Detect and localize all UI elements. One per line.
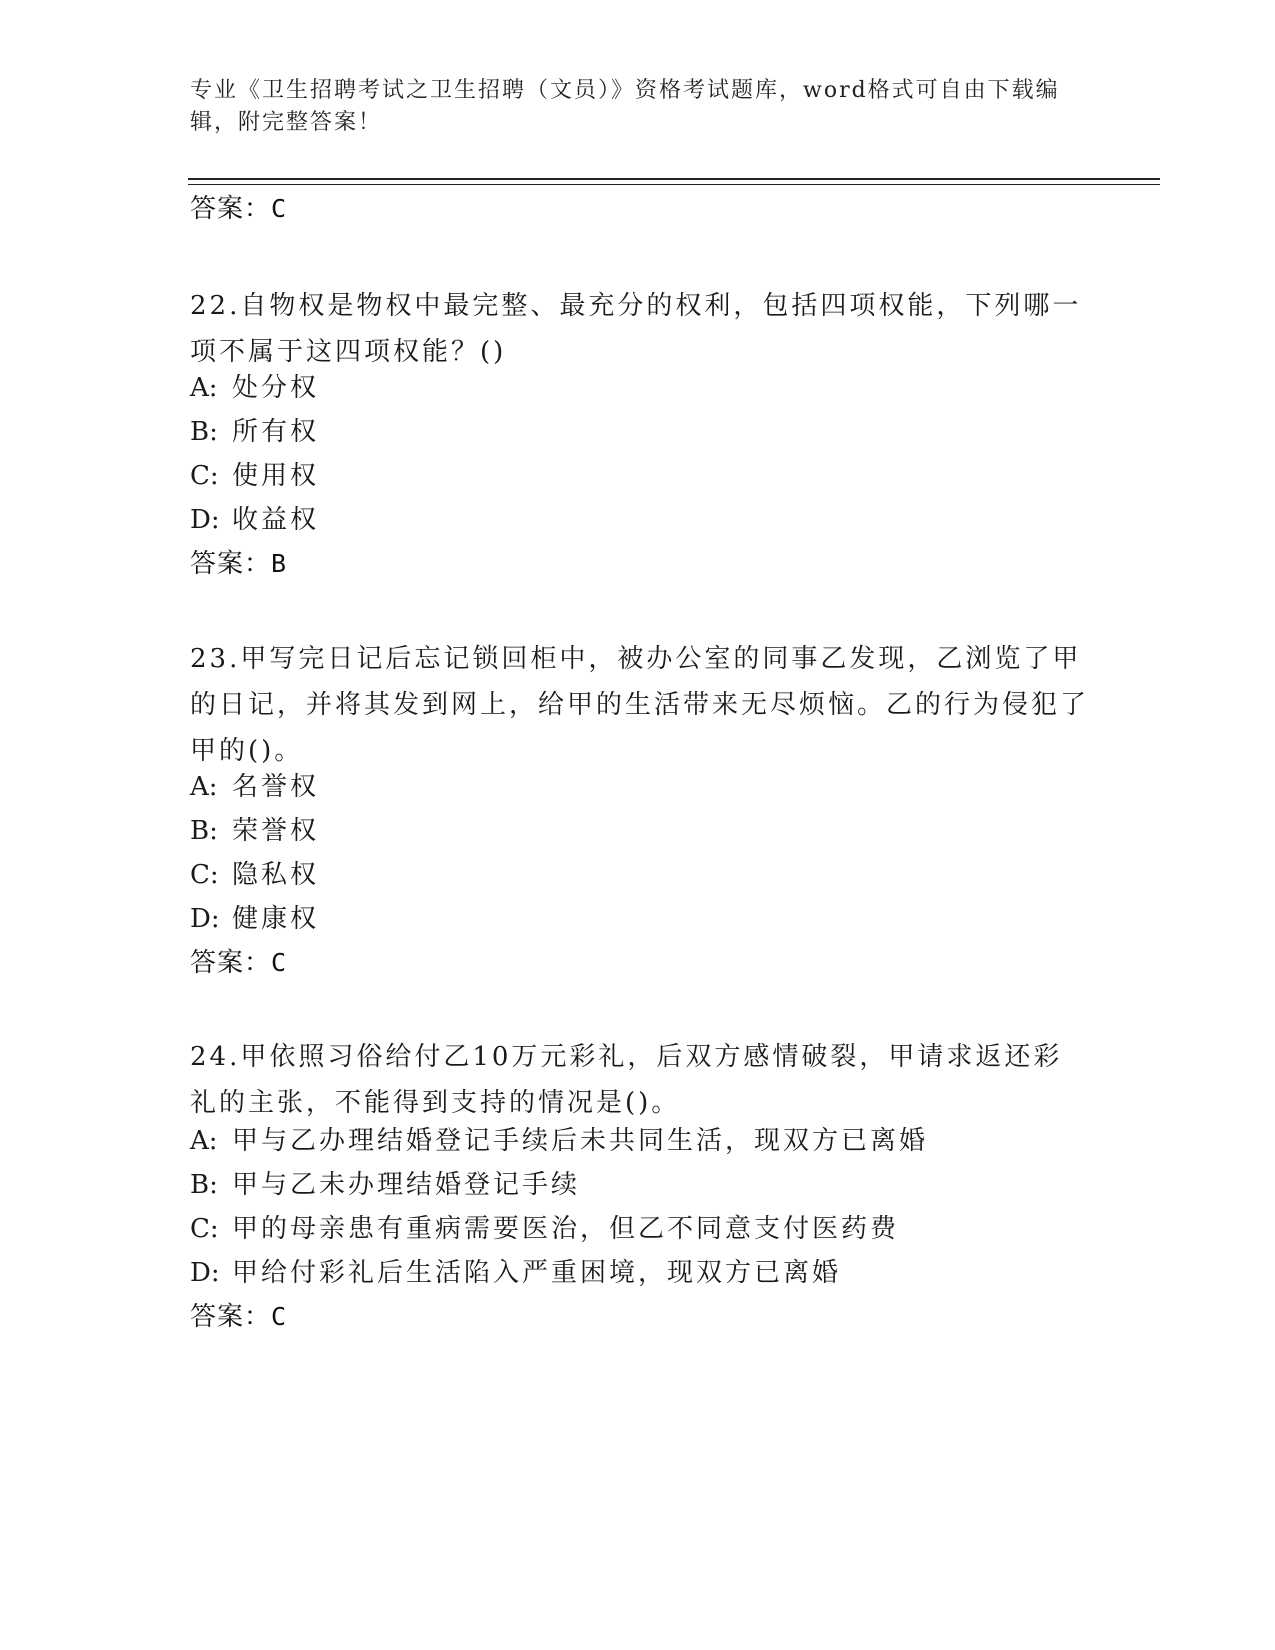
answer-value: B [271,549,288,578]
question-24-option-a [190,1124,1090,1158]
option-letter: B: [190,1170,218,1200]
document-header: 专业《卫生招聘考试之卫生招聘（文员）》资格考试题库，word格式可自由下载编辑，附完整答案！ [190,78,1060,135]
option-letter: A: [190,772,218,802]
header-rule-thin [188,184,1160,185]
question-23-option-d [190,902,1090,936]
option-text: 收益权 [232,505,320,535]
question-22-option-b [190,415,1090,449]
option-letter: D: [190,505,220,535]
question-24-option-b [190,1168,1090,1202]
option-text: 健康权 [232,904,320,934]
answer-value: C [271,948,288,977]
option-letter: B: [190,417,218,447]
answer-label: 答案： [190,549,272,579]
option-letter: C: [190,860,219,890]
option-text: 甲给付彩礼后生活陷入严重困境，现双方已离婚 [232,1258,842,1288]
option-letter: A: [190,373,218,403]
option-text: 荣誉权 [232,816,320,846]
answer-label: 答案： [190,948,272,978]
answer-line-22 [190,547,287,581]
question-22-option-c [190,459,1090,493]
question-23-option-a [190,770,1090,804]
answer-line-24 [190,1300,287,1334]
option-text: 甲与乙办理结婚登记手续后未共同生活，现双方已离婚 [232,1126,929,1156]
header-rule-thick [188,178,1160,180]
question-23-option-b [190,814,1090,848]
answer-line-23 [190,946,287,980]
question-24-option-d [190,1256,1090,1290]
answer-label: 答案： [190,1302,272,1332]
question-22-stem: 22.自物权是物权中最完整、最充分的权利，包括四项权能，下列哪一项不属于这四项权能？() [190,291,1082,367]
question-22-option-d [190,503,1090,537]
question-22-option-a [190,371,1090,405]
answer-value: C [271,194,288,223]
question-23-option-c [190,858,1090,892]
option-text: 处分权 [232,373,320,403]
option-text: 所有权 [232,417,320,447]
option-text: 甲与乙未办理结婚登记手续 [232,1170,581,1200]
answer-line-21 [190,192,287,226]
option-letter: D: [190,904,220,934]
option-letter: D: [190,1258,220,1288]
option-letter: C: [190,461,219,491]
question-24-option-c [190,1212,1090,1246]
answer-value: C [271,1302,288,1331]
option-text: 名誉权 [232,772,320,802]
option-letter: C: [190,1214,219,1244]
question-23-stem: 23.甲写完日记后忘记锁回柜中，被办公室的同事乙发现，乙浏览了甲的日记，并将其发到网上，给甲的生活带来无尽烦恼。乙的行为侵犯了甲的()。 [190,644,1090,766]
option-text: 使用权 [232,461,320,491]
option-text: 隐私权 [232,860,320,890]
answer-label: 答案： [190,194,272,224]
option-text: 甲的母亲患有重病需要医治，但乙不同意支付医药费 [232,1214,900,1244]
question-24-stem: 24.甲依照习俗给付乙10万元彩礼，后双方感情破裂，甲请求返还彩礼的主张，不能得到支持的情况是()。 [190,1042,1063,1118]
option-letter: A: [190,1126,218,1156]
option-letter: B: [190,816,218,846]
